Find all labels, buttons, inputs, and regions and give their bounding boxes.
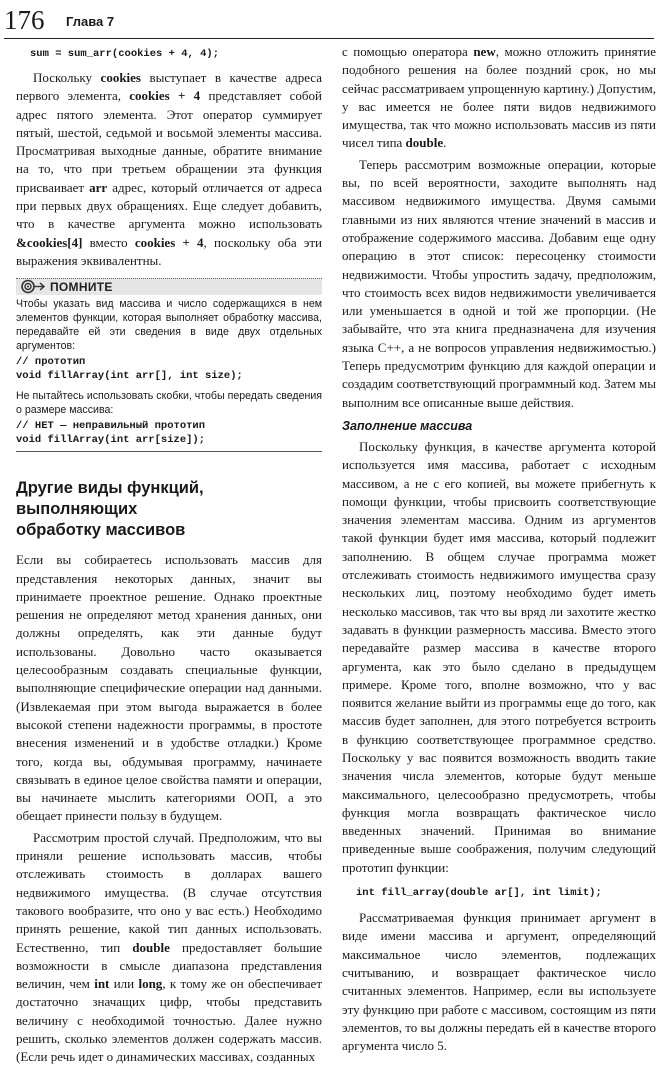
remember-header xyxy=(16,278,322,295)
section-heading-line: обработку массивов xyxy=(16,521,186,540)
paragraph: Поскольку cookies выступает в качестве адреса первого элемента, cookies + 4 представляет собой адрес пятого элемента. Этот оператор суммирует пятый, шестой, седьмой и восьмой элементы массива. Просматривая выходные данные, обратите внимание на то, что при третьем обращении эта функция присваивает arr адрес, который отличается от адреса при первых двух обращениях. Еще следует добавить, что в качестве аргумента можно использовать &cookies[4] вместо cookies + 4, поскольку оба эти выражения эквивалентны. xyxy=(16,70,323,268)
code-sum-call: sum = sum_arr(cookies + 4, 4); xyxy=(30,48,220,60)
paragraph: Теперь рассмотрим возможные операции, которые вы, по всей вероятности, заходите выполнять над массивом недвижимого имущества. Двумя самыми главными из них являются чтение значений в массив и отображение содержимого массива. Добавим еще одну операцию в этот список: пересоценку стоимости недвижимости. Чтобы упростить задачу, предположим, что стоимость всех видов недвижимости увеличивается или уменьшается в одной и той же пропорции. (Не забывайте, что эта книга предназначена для изучения языка C++, а не вопросов управления недвижимостью.) Теперь предусмотрим функцию для каждой операции и создадим соответствующий программный код. Затем мы выполним все описанные выше действия. xyxy=(342,156,656,410)
keyword: cookies + 4 xyxy=(134,234,204,250)
paragraph: Если вы собираетесь использовать массив для представления некоторых данных, значит вы принимаете проектное решение. Однако проектные решения не определяют метод хранения данных, они должны определять, как эти данные будут использованы. Довольно часто оказывается целесообразным создавать специальные функции, выполняющие специфические операции над данными. (Извлекаемая при этом выгода выражается в более высокой степени надежности программы, в простоте внесения изменений и в удобстве отладки.) Кроме того, когда вы, обдумывая программу, начинаете связывать в единое целое свойства памяти и операции, вы начинаете мыслить категориями ООП, а это обещает принести пользу в будущем. xyxy=(16,552,322,824)
paragraph: Поскольку функция, в качестве аргумента которой используется имя массива, работает с исходным массивом, а не с его копией, вы можете прибегнуть к помощи функции, чтобы присвоить соответствующие значения элементам массива. Одним из аргументов такой функции будет имя массива, который подлежит заполнению. В общем случае программа может отслеживать стоимость недвижимого имущества сразу нескольких лиц, поэтому необходимо будет иметь несколько массивов, так что вы вряд ли захотите жестко задавать в функции размерность массива. Вместо этого передавайте размер массива в качестве второго аргумента, как это было сделано в предыдущем примере. Кроме того, вполне возможно, что у вас появится желание выйти из программы еще до того, как массив будет заполнен, для этого потребуется встроить в функцию соответствующее программное средство. Поскольку у вас появится возможность вводить такие значения числа элементов, которые будут меньше максимального, целесообразно предусмотреть, чтобы функция могла возвращать фактическое число введенных значений. Принимая во внимание приведенные выше соображения, получим следующий прототип функции: xyxy=(342,438,656,875)
remember-code-comment: // прототип xyxy=(16,356,86,369)
keyword: double xyxy=(405,135,444,151)
keyword: long xyxy=(138,976,163,992)
keyword: arr xyxy=(89,179,108,195)
running-header xyxy=(4,4,654,39)
section-heading xyxy=(16,478,322,541)
remember-text: Не пытайтесь использовать скобки, чтобы передать сведения о размере массива: xyxy=(16,390,322,417)
remember-code-prototype: void fillArray(int arr[], int size); xyxy=(16,370,243,383)
spiral-icon xyxy=(18,279,46,294)
page-number: 176 xyxy=(4,5,45,35)
remember-code-comment: // НЕТ — неправильный прототип xyxy=(16,420,206,433)
paragraph: с помощью оператора new, можно отложить принятие подобного решения на более поздний срок, но мы сейчас рассматриваем упрощенную картину.) Допустим, у вас имеется не более пяти видов недвижимого имущества, так что можно использовать массив из пяти чисел типа double. xyxy=(342,44,656,151)
left-column xyxy=(16,43,322,1067)
keyword: cookies xyxy=(100,70,141,85)
keyword: cookies + 4 xyxy=(129,88,201,104)
paragraph: Рассмотрим простой случай. Предположим, что вы приняли решение использовать массив, чтобы отслеживать стоимость в долларах вашего недвижимого имущества. (В случае отсутствия такового вообразите, что оно у вас есть.) Необходимо принять решение, какой тип данных использовать. Естественно, тип double предоставляет большие возможности в смысле диапазона представления величин, чем int или long, к тому же он обеспечивает достаточно значащих цифр, чтобы представить величину с необходимой точностью. Далее нужно решить, сколько элементов должен содержать массив. (Если речь идет о динамических массивах, созданных xyxy=(16,829,322,1065)
chapter-label: Глава 7 xyxy=(66,14,115,29)
keyword: double xyxy=(132,939,170,955)
subsection-heading: Заполнение массива xyxy=(342,418,473,433)
keyword: new xyxy=(473,44,496,59)
keyword: int xyxy=(94,976,110,992)
remember-text: Чтобы указать вид массива и число содержащихся в нем элементов функции, которая выполняет обработку массива, передавайте ей эти сведения в виде двух отдельных аргументов: xyxy=(16,298,322,353)
remember-box xyxy=(16,278,322,452)
right-column xyxy=(342,43,656,1055)
code-fill-array-prototype: int fill_array(double ar[], int limit); xyxy=(356,887,602,900)
keyword: &cookies[4] xyxy=(16,234,83,250)
paragraph: Рассматриваемая функция принимает аргумент в виде имени массива и аргумент, определяющий максимальное число элементов, подлежащих считыванию, и возвращает фактическое число считанных элементов. Например, если вы используете эту функцию при работе с массивом, состоящим из пяти элементов, то вы должны передать ей в качестве второго аргумента число 5. xyxy=(342,910,656,1054)
remember-label: ПОМНИТЕ xyxy=(50,280,113,295)
remember-code-wrong: void fillArray(int arr[size]); xyxy=(16,434,206,447)
section-heading-line: Другие виды функций, выполняющих xyxy=(16,479,204,519)
